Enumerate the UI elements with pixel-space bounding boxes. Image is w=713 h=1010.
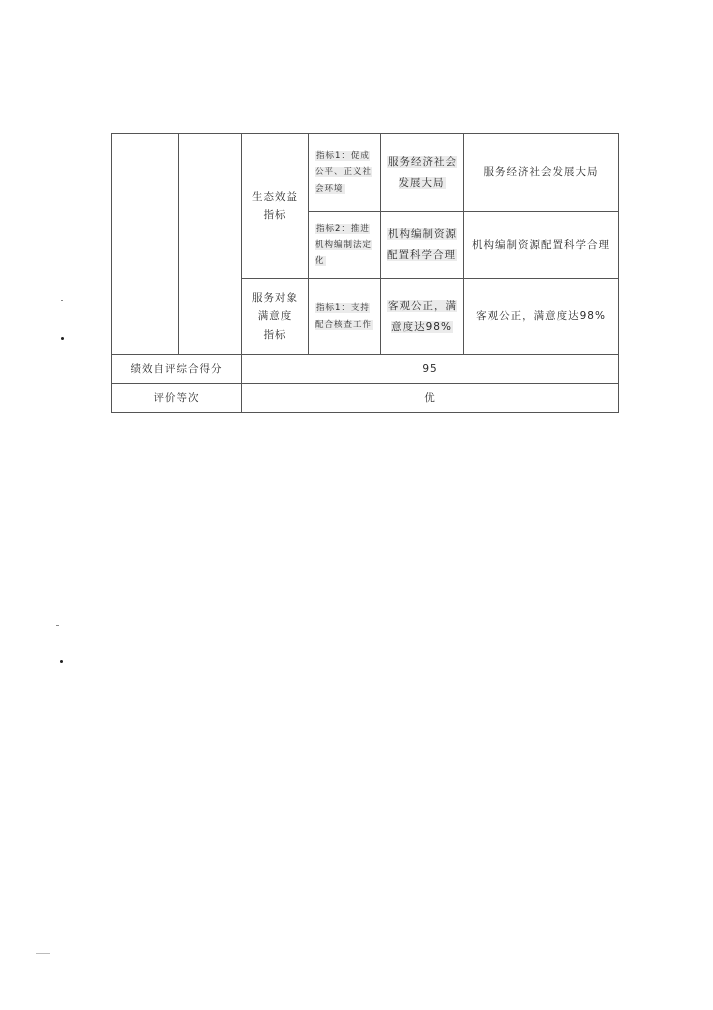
actual-text: 客观公正，满意度达98% bbox=[476, 310, 606, 323]
indicator-text: 指标2：推进机构编制法定化 bbox=[315, 223, 373, 267]
indicator-text: 指标1：支持配合核查工作 bbox=[315, 303, 373, 330]
target-cell bbox=[381, 279, 464, 355]
indicator-cell bbox=[309, 134, 381, 212]
grade-value-cell bbox=[242, 384, 619, 413]
table-row bbox=[112, 134, 619, 212]
scan-speck bbox=[60, 660, 63, 663]
indicator-cell bbox=[309, 212, 381, 279]
score-value-cell bbox=[242, 355, 619, 384]
score-row bbox=[112, 355, 619, 384]
indicator-text: 指标1：促成公平、正义社会环境 bbox=[315, 151, 373, 194]
score-label: 绩效自评综合得分 bbox=[130, 362, 223, 375]
actual-text: 机构编制资源配置科学合理 bbox=[472, 238, 610, 251]
category-cell bbox=[242, 134, 309, 279]
grade-label: 评价等次 bbox=[153, 391, 200, 404]
category-cell bbox=[242, 279, 309, 355]
scan-speck bbox=[61, 300, 63, 301]
empty-cell-level1 bbox=[112, 134, 179, 355]
target-text: 服务经济社会发展大局 bbox=[388, 155, 457, 189]
performance-evaluation-table bbox=[111, 133, 619, 413]
scan-speck bbox=[61, 337, 64, 340]
grade-label-cell bbox=[112, 384, 242, 413]
actual-cell bbox=[464, 279, 619, 355]
category-label: 服务对象 满意度 指标 bbox=[252, 291, 298, 341]
score-label-cell bbox=[112, 355, 242, 384]
scan-speck bbox=[56, 625, 59, 626]
grade-value: 优 bbox=[424, 391, 436, 404]
target-text: 机构编制资源配置科学合理 bbox=[387, 228, 457, 261]
scan-speck bbox=[36, 953, 50, 954]
target-cell bbox=[381, 134, 464, 212]
target-text: 客观公正，满意度达98% bbox=[388, 299, 457, 333]
actual-cell bbox=[464, 134, 619, 212]
grade-row bbox=[112, 384, 619, 413]
score-value: 95 bbox=[422, 362, 438, 375]
actual-text: 服务经济社会发展大局 bbox=[483, 166, 599, 179]
indicator-cell bbox=[309, 279, 381, 355]
empty-cell-level2 bbox=[179, 134, 242, 355]
target-cell bbox=[381, 212, 464, 279]
actual-cell bbox=[464, 212, 619, 279]
category-label: 生态效益 指标 bbox=[252, 190, 298, 221]
